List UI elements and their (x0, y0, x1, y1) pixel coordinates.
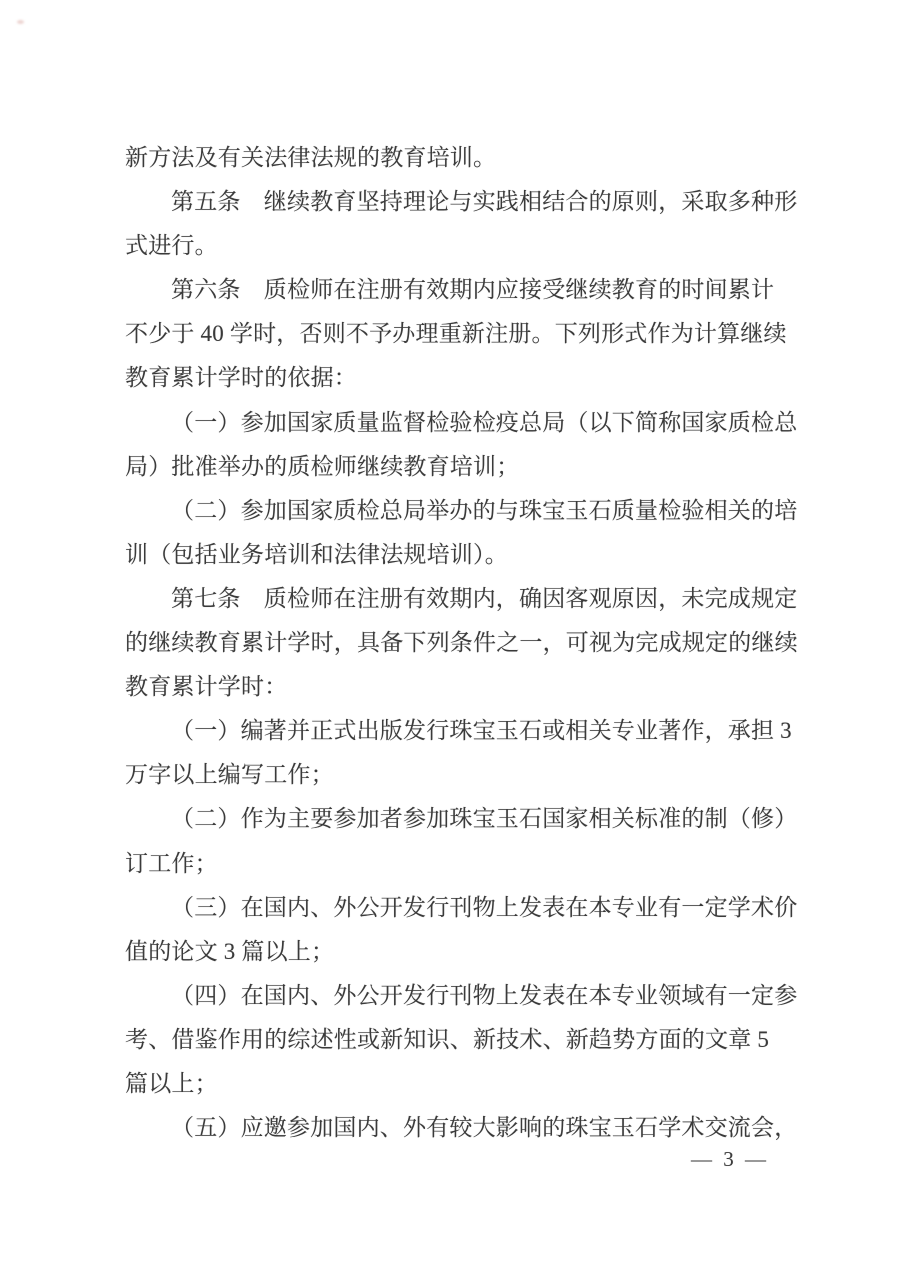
text-line: 新方法及有关法律法规的教育培训。 (125, 145, 497, 170)
scan-artifact (17, 20, 24, 24)
text-line: 值的论文 3 篇以上； (125, 938, 335, 964)
text-line: 训（包括业务培训和法律法规培训）。 (125, 541, 508, 567)
text-line: 教育累计学时： (125, 674, 288, 700)
text-line: （二）参加国家质检总局举办的与珠宝玉石质量检验相关的培 (171, 497, 798, 523)
text-line: 万字以上编写工作； (125, 762, 334, 788)
text-line: （四）在国内、外公开发行刊物上发表在本专业领域有一定参 (171, 982, 798, 1008)
document-body (125, 136, 797, 1150)
text-line: （一）参加国家质量监督检验检疫总局（以下简称国家质检总 (171, 409, 798, 435)
text-line: （一）编著并正式出版发行珠宝玉石或相关专业著作，承担 3 (171, 718, 792, 744)
text-line: 局）批准举办的质检师继续教育培训； (125, 453, 520, 479)
text-line: 教育累计学时的依据： (125, 365, 357, 391)
page-number: — 3 — (691, 1147, 769, 1171)
text-line: （三）在国内、外公开发行刊物上发表在本专业有一定学术价 (171, 894, 798, 920)
text-line: 的继续教育累计学时，具备下列条件之一，可视为完成规定的继续 (125, 630, 798, 656)
text-line: 第七条 质检师在注册有效期内，确因客观原因，未完成规定 (171, 585, 798, 611)
text-line: 第五条 继续教育坚持理论与实践相结合的原则，采取多种形 (171, 189, 798, 215)
text-line: 考、借鉴作用的综述性或新知识、新技术、新趋势方面的文章 5 (125, 1026, 770, 1052)
text-line: 式进行。 (125, 233, 218, 259)
text-line: （五）应邀参加国内、外有较大影响的珠宝玉石学术交流会， (171, 1115, 798, 1141)
text-line: 不少于 40 学时，否则不予办理重新注册。下列形式作为计算继续 (125, 321, 787, 347)
text-line: 篇以上； (125, 1070, 218, 1096)
text-line: 订工作； (125, 850, 218, 876)
text-line: （二）作为主要参加者参加珠宝玉石国家相关标准的制（修） (171, 806, 798, 832)
text-line: 第六条 质检师在注册有效期内应接受继续教育的时间累计 (171, 277, 775, 303)
